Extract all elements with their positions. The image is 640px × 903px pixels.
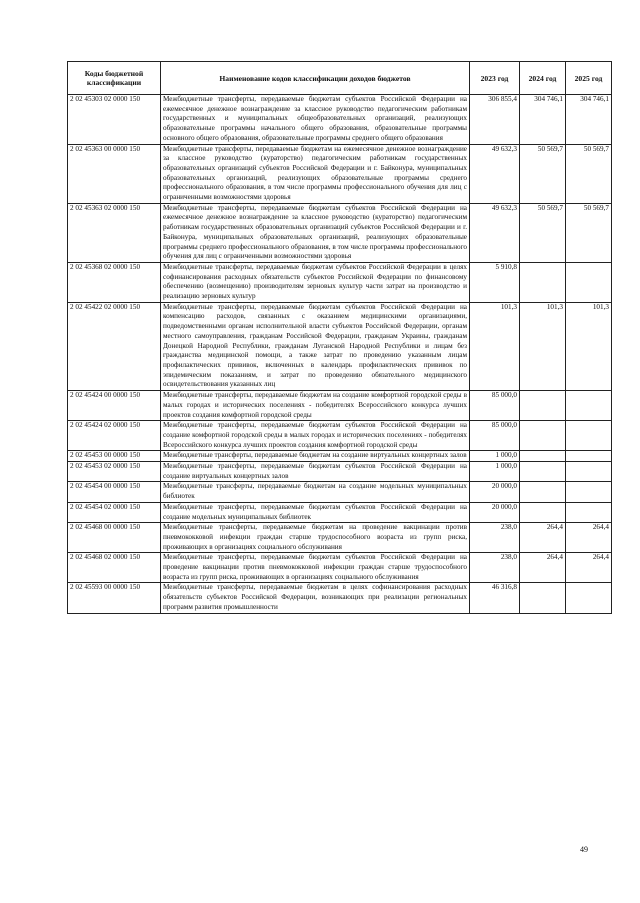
row-value-2023-cell: 238,0 [470,523,520,553]
row-value-2025-cell: 101,3 [566,302,612,390]
header-2024: 2024 год [520,62,566,95]
row-value-2025-cell [566,262,612,302]
row-value-2024-cell: 50 569,7 [520,203,566,262]
row-value-2023-cell: 1 000,0 [470,462,520,482]
row-name-cell: Межбюджетные трансферты, передаваемые бюджетам в целях софинансирования расходных обязательств субъектов Российской Федерации, возникающих при реализации региональных программ развития промышленности [161,583,470,613]
row-code-cell: 2 02 45453 02 0000 150 [68,462,161,482]
page-number: 49 [580,845,588,854]
row-value-2024-cell [520,482,566,502]
row-value-2025-cell: 304 746,1 [566,95,612,145]
header-name: Наименование кодов классификации доходов бюджетов [161,62,470,95]
row-value-2023-cell: 306 855,4 [470,95,520,145]
row-name-cell: Межбюджетные трансферты, передаваемые бюджетам на проведение вакцинации против пневмококковой инфекции граждан старше трудоспособного возраста из групп риска, проживающих в организациях социального обслуживания [161,523,470,553]
table-row [68,262,612,302]
row-value-2024-cell [520,421,566,451]
table-row [68,421,612,451]
row-value-2024-cell: 264,4 [520,553,566,583]
header-code: Коды бюджетной классификации [68,62,161,95]
table-row [68,95,612,145]
row-value-2025-cell [566,421,612,451]
table-row [68,583,612,613]
row-name-cell: Межбюджетные трансферты, передаваемые бюджетам на создание модельных муниципальных библиотек [161,482,470,502]
row-value-2024-cell [520,462,566,482]
row-name-cell: Межбюджетные трансферты, передаваемые бюджетам субъектов Российской Федерации в целях софинансирования расходных обязательств субъектов Российской Федерации по финансовому обеспечению (возмещению) производителям зерновых культур части затрат на производство и реализацию зерновых культур [161,262,470,302]
table-row [68,502,612,522]
row-value-2025-cell [566,583,612,613]
row-code-cell: 2 02 45363 02 0000 150 [68,203,161,262]
row-value-2025-cell [566,462,612,482]
row-code-cell: 2 02 45454 02 0000 150 [68,502,161,522]
row-value-2023-cell: 46 316,8 [470,583,520,613]
row-code-cell: 2 02 45363 00 0000 150 [68,144,161,203]
row-value-2025-cell [566,451,612,462]
table-body [68,95,612,614]
row-value-2023-cell: 5 910,8 [470,262,520,302]
row-value-2024-cell: 50 569,7 [520,144,566,203]
row-code-cell: 2 02 45453 00 0000 150 [68,451,161,462]
row-name-cell: Межбюджетные трансферты, передаваемые бюджетам субъектов Российской Федерации на компенсацию расходов, связанных с оказанием медицинскими организациями, подведомственными органам исполнительной власти субъектов Российской Федерации, органам местного самоуправления, гражданам Российской Федерации, гражданам Украины, гражданам Донецкой Народной Республики, гражданам Луганской Народной Республики и лицам без гражданства медицинской помощи, а также затрат по проведению указанным лицам профилактических прививок, включенных в календарь профилактических прививок по эпидемическим показаниям, и затрат по проведению обязательного медицинского освидетельствования указанных лиц [161,302,470,390]
row-value-2025-cell: 50 569,7 [566,203,612,262]
row-code-cell: 2 02 45468 02 0000 150 [68,553,161,583]
row-value-2025-cell: 264,4 [566,523,612,553]
header-2025: 2025 год [566,62,612,95]
table-row [68,144,612,203]
row-value-2025-cell [566,391,612,421]
row-name-cell: Межбюджетные трансферты, передаваемые бюджетам субъектов Российской Федерации на создание комфортной городской среды в малых городах и исторических поселениях - победителях Всероссийского конкурса лучших проектов создания комфортной городской среды [161,421,470,451]
budget-revenue-table [67,61,612,614]
row-value-2023-cell: 20 000,0 [470,482,520,502]
table-row [68,523,612,553]
row-code-cell: 2 02 45454 00 0000 150 [68,482,161,502]
row-value-2023-cell: 238,0 [470,553,520,583]
row-value-2024-cell [520,583,566,613]
table-row [68,391,612,421]
row-value-2023-cell: 101,3 [470,302,520,390]
row-value-2024-cell [520,502,566,522]
row-value-2024-cell: 101,3 [520,302,566,390]
row-value-2023-cell: 49 632,3 [470,144,520,203]
row-code-cell: 2 02 45424 00 0000 150 [68,391,161,421]
row-value-2023-cell: 1 000,0 [470,451,520,462]
row-value-2023-cell: 49 632,3 [470,203,520,262]
row-name-cell: Межбюджетные трансферты, передаваемые бюджетам на создание виртуальных концертных залов [161,451,470,462]
row-name-cell: Межбюджетные трансферты, передаваемые бюджетам на ежемесячное денежное вознаграждение за классное руководство (кураторство) педагогическим работникам государственных образовательных организаций субъектов Российской Федерации и г. Байконура, муниципальных образовательных организаций, реализующих образовательные программы среднего профессионального образования, в том числе программы профессионального обучения для лиц с ограниченными возможностями здоровья [161,144,470,203]
row-value-2024-cell [520,391,566,421]
row-value-2024-cell [520,451,566,462]
table-row [68,203,612,262]
table-row [68,462,612,482]
row-value-2025-cell: 50 569,7 [566,144,612,203]
row-value-2025-cell [566,502,612,522]
row-value-2025-cell [566,482,612,502]
table-row [68,482,612,502]
row-name-cell: Межбюджетные трансферты, передаваемые бюджетам субъектов Российской Федерации на проведение вакцинации против пневмококковой инфекции граждан старше трудоспособного возраста из групп риска, проживающих в организациях социального обслуживания [161,553,470,583]
header-2023: 2023 год [470,62,520,95]
row-name-cell: Межбюджетные трансферты, передаваемые бюджетам субъектов Российской Федерации на создание модельных муниципальных библиотек [161,502,470,522]
row-value-2024-cell: 304 746,1 [520,95,566,145]
row-code-cell: 2 02 45303 02 0000 150 [68,95,161,145]
row-value-2025-cell: 264,4 [566,553,612,583]
table-row [68,451,612,462]
row-name-cell: Межбюджетные трансферты, передаваемые бюджетам на создание комфортной городской среды в малых городах и исторических поселениях - победителях Всероссийского конкурса лучших проектов создания комфортной городской среды [161,391,470,421]
table-header-row [68,62,612,95]
row-name-cell: Межбюджетные трансферты, передаваемые бюджетам субъектов Российской Федерации на создание виртуальных концертных залов [161,462,470,482]
row-value-2023-cell: 85 000,0 [470,421,520,451]
row-value-2024-cell: 264,4 [520,523,566,553]
row-value-2024-cell [520,262,566,302]
row-code-cell: 2 02 45368 02 0000 150 [68,262,161,302]
row-code-cell: 2 02 45424 02 0000 150 [68,421,161,451]
row-name-cell: Межбюджетные трансферты, передаваемые бюджетам субъектов Российской Федерации на ежемесячное денежное вознаграждение за классное руководство (кураторство) педагогическим работникам государственных образовательных организаций субъектов Российской Федерации и г. Байконура, муниципальных образовательных организаций, реализующих образовательные программы среднего профессионального образования, в том числе программы профессионального обучения для лиц с ограниченными возможностями здоровья [161,203,470,262]
row-value-2023-cell: 20 000,0 [470,502,520,522]
row-name-cell: Межбюджетные трансферты, передаваемые бюджетам субъектов Российской Федерации на ежемесячное денежное вознаграждение за классное руководство педагогическим работникам государственных и муниципальных общеобразовательных организаций, реализующих образовательные программы начального общего образования, образовательные программы основного общего образования, образовательные программы среднего общего образования [161,95,470,145]
row-value-2023-cell: 85 000,0 [470,391,520,421]
row-code-cell: 2 02 45422 02 0000 150 [68,302,161,390]
table-row [68,553,612,583]
table-row [68,302,612,390]
row-code-cell: 2 02 45593 00 0000 150 [68,583,161,613]
row-code-cell: 2 02 45468 00 0000 150 [68,523,161,553]
